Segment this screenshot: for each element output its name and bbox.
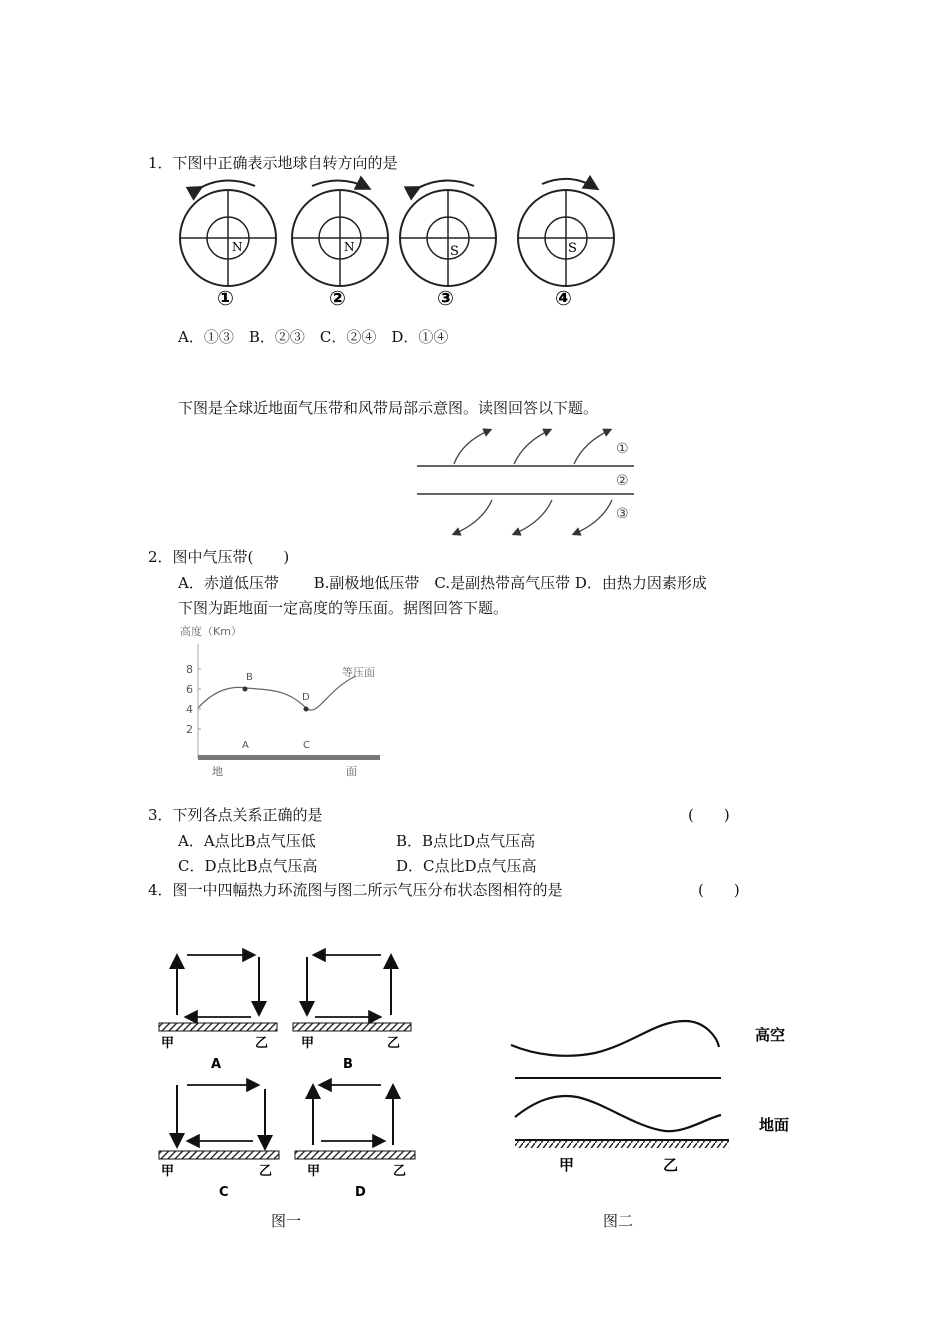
fig2-right: 乙 <box>663 1156 679 1174</box>
panel-A-label: A <box>211 1057 222 1072</box>
q2-stem: 2．图中气压带( ) <box>148 548 290 566</box>
point-C: C <box>303 740 310 751</box>
globe-4 <box>518 179 614 310</box>
figure-1-caption: 图一 <box>271 1212 302 1230</box>
panel-C-label: C <box>219 1185 229 1200</box>
figure-1-circulations <box>155 945 435 1200</box>
q4-stem: 4．图一中四幅热力环流图与图二所示气压分布状态图相符的是 <box>148 881 563 899</box>
globe-3 <box>400 180 496 310</box>
fig2-label-top: 高空 <box>755 1026 786 1044</box>
q2-options: A．赤道低压带 B.副极地低压带 C.是副热带高气压带 D．由热力因素形成 <box>178 574 707 592</box>
figure-2-isobars <box>505 1015 805 1175</box>
figure-2-caption: 图二 <box>603 1212 634 1230</box>
panel-B-left: 甲 <box>301 1036 315 1051</box>
globe-3-num: ③ <box>437 286 454 310</box>
ground-left: 地 <box>212 765 223 778</box>
fig2-left: 甲 <box>559 1156 575 1174</box>
globe-1-num: ① <box>217 286 234 310</box>
panel-D <box>295 1085 415 1200</box>
globe-4-num: ④ <box>555 286 572 310</box>
globe-2-num: ② <box>329 286 346 310</box>
q3-option-a: A．A点比B点气压低 <box>178 832 316 850</box>
panel-C <box>159 1085 279 1200</box>
isobar-chart <box>176 622 406 782</box>
curve-label: 等压面 <box>342 666 375 679</box>
globe-4-pole: S <box>568 241 577 256</box>
point-D: D <box>302 692 310 703</box>
wind-label-1: ① <box>616 441 629 457</box>
intro-isobar: 下图为距地面一定高度的等压面。据图回答下题。 <box>178 599 509 617</box>
q3-option-c: C．D点比B点气压高 <box>178 857 318 875</box>
panel-B <box>293 955 411 1072</box>
wind-belt-figure <box>412 424 652 544</box>
wind-label-2: ② <box>616 473 629 489</box>
panel-B-right: 乙 <box>387 1036 401 1051</box>
q1-globes-figure <box>170 172 640 312</box>
isobar-ylabel: 高度（Km） <box>180 625 242 638</box>
wind-label-3: ③ <box>616 506 629 522</box>
point-A: A <box>242 740 249 751</box>
fig2-label-ground: 地面 <box>759 1116 790 1134</box>
globe-3-pole: S <box>450 244 459 259</box>
panel-A-left: 甲 <box>161 1036 175 1051</box>
q4-paren: ( ) <box>698 881 740 899</box>
ground-bar <box>198 755 380 760</box>
globe-2-pole: N <box>344 240 355 254</box>
panel-A <box>159 955 277 1072</box>
tick-2: 2 <box>186 723 193 736</box>
q1-stem: 1．下图中正确表示地球自转方向的是 <box>148 154 398 172</box>
q3-option-b: B．B点比D点气压高 <box>396 832 536 850</box>
globe-1-pole: N <box>232 240 243 254</box>
panel-C-right: 乙 <box>259 1164 273 1179</box>
ground-right: 面 <box>346 765 357 778</box>
q3-stem: 3．下列各点关系正确的是 <box>148 806 323 824</box>
globe-2 <box>292 180 388 310</box>
tick-6: 6 <box>186 683 193 696</box>
panel-D-label: D <box>355 1185 366 1200</box>
tick-4: 4 <box>186 703 193 716</box>
panel-C-left: 甲 <box>161 1164 175 1179</box>
intro-wind-belt: 下图是全球近地面气压带和风带局部示意图。读图回答以下题。 <box>178 399 599 417</box>
panel-D-left: 甲 <box>307 1164 321 1179</box>
q3-option-d: D．C点比D点气压高 <box>396 857 537 875</box>
q1-options: A．①③ B．②③ C．②④ D．①④ <box>178 328 449 346</box>
globe-1 <box>180 180 276 310</box>
tick-8: 8 <box>186 663 193 676</box>
point-B: B <box>246 672 253 683</box>
q3-paren: ( ) <box>688 806 730 824</box>
panel-A-right: 乙 <box>255 1036 269 1051</box>
panel-B-label: B <box>343 1057 353 1072</box>
panel-D-right: 乙 <box>393 1164 407 1179</box>
